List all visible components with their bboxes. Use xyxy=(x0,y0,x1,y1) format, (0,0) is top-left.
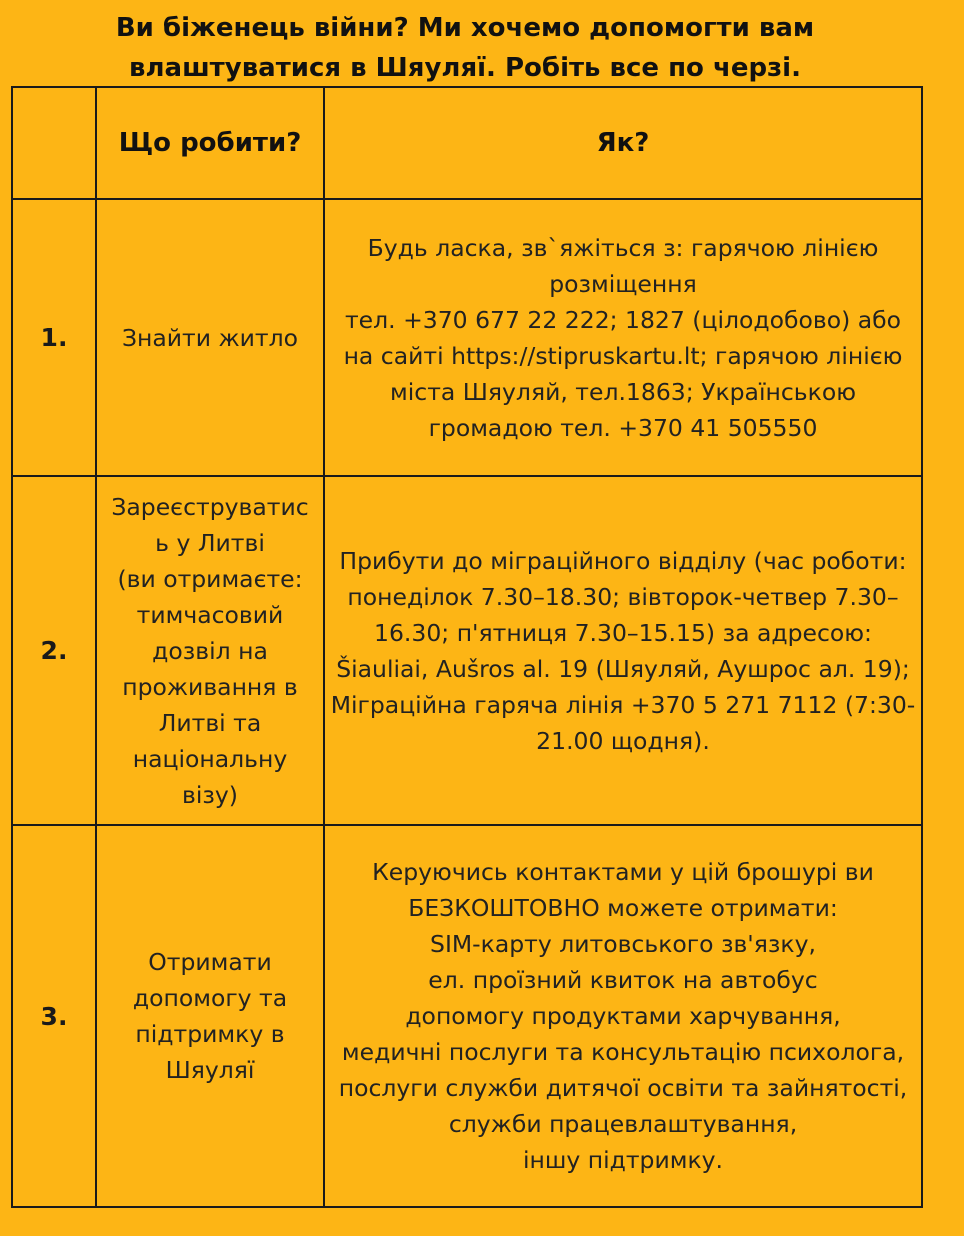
step-what-line: (ви отримаєте: xyxy=(117,564,303,593)
step-how-line: БЕЗКОШТОВНО можете отримати: xyxy=(408,894,838,922)
page-title-line-2: влаштуватися в Шяуляї. Робіть все по черзі. xyxy=(129,53,801,83)
step-how-line: розміщення xyxy=(549,269,697,298)
step-what-line: Литві та xyxy=(158,708,262,737)
step-what xyxy=(96,476,324,825)
step-what-line: проживання в xyxy=(122,672,298,701)
step-how xyxy=(324,199,922,476)
header-how: Як? xyxy=(324,87,922,199)
header-what-to-do: Що робити? xyxy=(96,87,324,199)
step-how-line: громадою тел. +370 41 505550 xyxy=(428,413,818,442)
step-how-line: Šiauliai, Aušros al. 19 (Шяуляй, Аушрос ал. 19); xyxy=(336,654,910,683)
step-what-line: Зареєструватис xyxy=(111,492,309,521)
step-what xyxy=(96,825,324,1207)
step-how-line: SIM-карту литовського зв'язку, xyxy=(430,930,816,958)
step-how-line: Прибути до міграційного відділу (час роботи: xyxy=(339,546,907,575)
step-what-line: допомогу та xyxy=(132,984,288,1012)
step-number: 3. xyxy=(12,825,96,1207)
table-row xyxy=(12,825,922,1207)
step-how xyxy=(324,825,922,1207)
step-how-line: 16.30; п'ятниця 7.30–15.15) за адресою: xyxy=(374,618,872,647)
step-how-line: допомогу продуктами харчування, xyxy=(405,1002,841,1030)
step-how-line: медичні послуги та консультацію психолога, xyxy=(341,1038,905,1066)
step-how-line: Будь ласка, зв`яжіться з: гарячою лінією xyxy=(367,233,879,262)
step-what-line: ь у Литві xyxy=(155,528,265,557)
page-title-line-1: Ви біженець війни? Ми хочемо допомогти вам xyxy=(115,13,815,43)
table-row xyxy=(12,199,922,476)
step-how-line: служби працевлаштування, xyxy=(448,1110,798,1138)
step-what-line: національну xyxy=(132,744,288,773)
step-how-line: іншу підтримку. xyxy=(522,1146,724,1174)
step-what-line: тимчасовий xyxy=(136,600,284,629)
step-what-line: Шяуляї xyxy=(165,1056,255,1084)
step-how-line: на сайті https://stipruskartu.lt; гарячою лінією xyxy=(343,341,903,370)
header-number xyxy=(12,87,96,199)
table-row xyxy=(12,476,922,825)
step-how-line: міста Шяуляй, тел.1863; Українською xyxy=(390,377,856,406)
step-what-line: підтримку в xyxy=(135,1020,285,1048)
step-what-line: візу) xyxy=(182,780,238,809)
steps-table xyxy=(11,86,923,1208)
step-how-line: Керуючись контактами у цій брошурі ви xyxy=(372,858,874,886)
step-what-line: Отримати xyxy=(148,948,272,976)
step-how-line: понеділок 7.30–18.30; вівторок-четвер 7.30– xyxy=(347,582,899,611)
step-what-line: дозвіл на xyxy=(152,636,268,665)
step-what xyxy=(96,199,324,476)
step-how-line: тел. +370 677 22 222; 1827 (цілодобово) або xyxy=(344,305,902,334)
step-number: 1. xyxy=(12,199,96,476)
page-title xyxy=(0,8,930,88)
step-how-line: 21.00 щодня). xyxy=(536,726,710,755)
step-how xyxy=(324,476,922,825)
step-what-line: Знайти житло xyxy=(121,323,299,352)
step-how-line: ел. проїзний квиток на автобус xyxy=(428,966,818,994)
step-how-line: послуги служби дитячої освіти та зайнятості, xyxy=(338,1074,908,1102)
step-number: 2. xyxy=(12,476,96,825)
table-header-row xyxy=(12,87,922,199)
step-how-line: Міграційна гаряча лінія +370 5 271 7112 (7:30- xyxy=(330,690,916,719)
